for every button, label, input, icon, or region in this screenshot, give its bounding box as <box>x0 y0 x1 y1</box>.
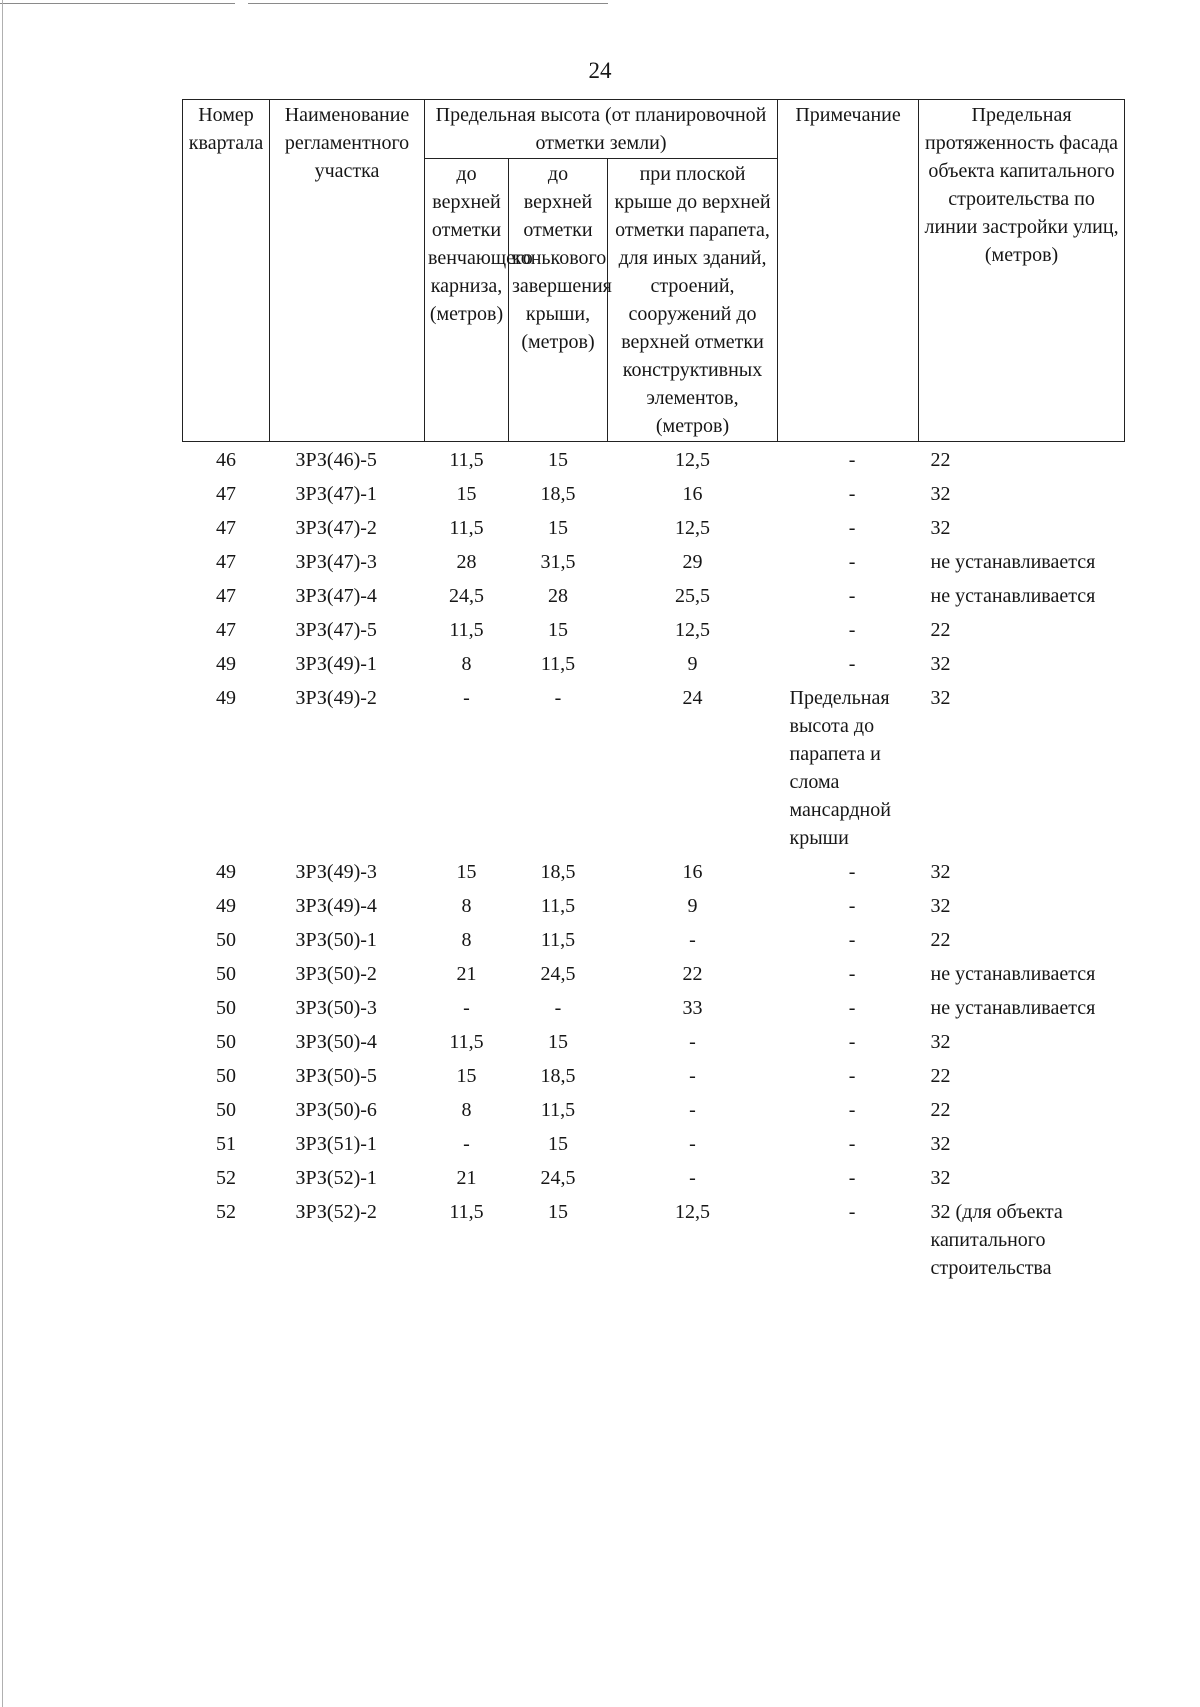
table-row <box>183 1161 1125 1195</box>
cell-quarter: 50 <box>216 1099 236 1121</box>
scan-border-top <box>0 3 235 4</box>
cell-quarter: 46 <box>216 449 236 471</box>
cell-facade-length: 22 <box>930 1099 951 1121</box>
cell-site-name: ЗРЗ(49)-3 <box>295 861 377 883</box>
table-row <box>183 579 1125 613</box>
cell-site-name: ЗРЗ(50)-2 <box>295 963 377 985</box>
cell-quarter: 49 <box>216 653 236 675</box>
cell-quarter: 47 <box>216 517 236 539</box>
cell-height-parapet: - <box>689 1065 696 1087</box>
table-row <box>183 1093 1125 1127</box>
cell-height-cornice: 15 <box>456 861 477 883</box>
scan-border-top <box>248 3 608 4</box>
cell-height-parapet: 16 <box>682 483 703 505</box>
cell-note: - <box>848 449 856 471</box>
cell-facade-length: 22 <box>930 449 951 471</box>
cell-height-ridge: 15 <box>548 619 568 641</box>
cell-height-parapet: 24 <box>682 687 703 709</box>
cell-facade-length: 22 <box>930 1065 951 1087</box>
cell-height-parapet: - <box>689 1167 696 1189</box>
cell-quarter: 47 <box>216 483 236 505</box>
cell-facade-length: 32 <box>930 1031 951 1053</box>
cell-site-name: ЗРЗ(50)-4 <box>295 1031 377 1053</box>
cell-note: - <box>848 1065 856 1087</box>
cell-height-ridge: 18,5 <box>540 483 576 505</box>
header-height-parapet: при плоской крыше до верхней отметки парапета, для иных зданий, строений, сооружений до верхней отметки конструктивных элементов, (метров) <box>608 159 778 442</box>
cell-height-cornice: 15 <box>456 1065 477 1087</box>
cell-site-name: ЗРЗ(50)-6 <box>295 1099 377 1121</box>
cell-height-ridge: 28 <box>548 585 568 607</box>
cell-facade-length: 32 <box>930 653 951 675</box>
header-height-ridge: до верхней отметки конькового завершения крыши, (метров) <box>509 159 608 442</box>
cell-height-ridge: - <box>554 687 562 709</box>
cell-site-name: ЗРЗ(52)-2 <box>295 1201 377 1223</box>
cell-facade-length: 32 <box>930 861 951 883</box>
cell-quarter: 50 <box>216 1065 236 1087</box>
cell-note: - <box>848 517 856 539</box>
cell-quarter: 52 <box>216 1201 236 1223</box>
cell-note: - <box>848 551 856 573</box>
table-row <box>183 1195 1125 1285</box>
cell-height-parapet: 33 <box>682 997 703 1019</box>
page-number: 24 <box>588 58 612 83</box>
cell-quarter: 50 <box>216 929 236 951</box>
cell-facade-length: 32 <box>930 1133 951 1155</box>
cell-height-parapet: 12,5 <box>675 1201 711 1223</box>
table-row <box>183 889 1125 923</box>
header-site-name: Наименование регламентного участка <box>270 100 425 442</box>
cell-facade-length: 32 <box>930 687 951 709</box>
cell-height-cornice: 28 <box>456 551 477 573</box>
cell-height-ridge: 15 <box>548 449 568 471</box>
cell-quarter: 49 <box>216 687 236 709</box>
cell-site-name: ЗРЗ(47)-5 <box>295 619 377 641</box>
cell-quarter: 47 <box>216 585 236 607</box>
cell-height-cornice: 8 <box>461 895 472 917</box>
cell-site-name: ЗРЗ(50)-3 <box>295 997 377 1019</box>
table-row <box>183 923 1125 957</box>
cell-height-ridge: 15 <box>548 1133 568 1155</box>
cell-quarter: 49 <box>216 861 236 883</box>
cell-facade-length: не устанавливается <box>930 551 1096 573</box>
cell-height-cornice: 8 <box>461 1099 472 1121</box>
cell-quarter: 52 <box>216 1167 236 1189</box>
cell-quarter: 49 <box>216 895 236 917</box>
cell-height-ridge: 15 <box>548 1201 568 1223</box>
cell-site-name: ЗРЗ(50)-1 <box>295 929 377 951</box>
cell-site-name: ЗРЗ(46)-5 <box>295 449 377 471</box>
cell-height-parapet: - <box>689 929 696 951</box>
cell-site-name: ЗРЗ(47)-4 <box>295 585 377 607</box>
cell-site-name: ЗРЗ(47)-1 <box>295 483 377 505</box>
cell-quarter: 47 <box>216 619 236 641</box>
cell-quarter: 50 <box>216 1031 236 1053</box>
cell-height-cornice: 11,5 <box>449 517 484 539</box>
cell-facade-length: 22 <box>930 619 951 641</box>
cell-facade-length: 22 <box>930 929 951 951</box>
cell-height-parapet: 25,5 <box>675 585 711 607</box>
header-height-group: Предельная высота (от планировочной отметки земли) <box>425 100 778 159</box>
table-body <box>183 442 1125 1286</box>
table-row <box>183 1059 1125 1093</box>
cell-note: - <box>848 585 856 607</box>
table-row <box>183 1127 1125 1161</box>
cell-height-cornice: 21 <box>456 963 477 985</box>
cell-height-ridge: - <box>554 997 562 1019</box>
cell-site-name: ЗРЗ(52)-1 <box>295 1167 377 1189</box>
cell-site-name: ЗРЗ(49)-2 <box>295 687 377 709</box>
table-row <box>183 681 1125 855</box>
cell-note: - <box>848 1167 856 1189</box>
cell-height-ridge: 11,5 <box>540 929 576 951</box>
cell-note: - <box>848 861 856 883</box>
cell-note: - <box>848 1031 856 1053</box>
table-row <box>183 957 1125 991</box>
header-quarter-number: Номер квартала <box>183 100 270 442</box>
table-row <box>183 1025 1125 1059</box>
cell-facade-length: 32 <box>930 483 951 505</box>
cell-facade-length: 32 <box>930 1167 951 1189</box>
cell-facade-length: не устанавливается <box>930 997 1096 1019</box>
cell-note: - <box>848 1099 856 1121</box>
cell-note: - <box>848 929 856 951</box>
cell-height-parapet: - <box>689 1099 696 1121</box>
cell-facade-length: не устанавливается <box>930 585 1096 607</box>
cell-note: - <box>848 895 856 917</box>
cell-height-cornice: 11,5 <box>449 449 484 471</box>
cell-height-parapet: 12,5 <box>675 619 711 641</box>
cell-quarter: 47 <box>216 551 236 573</box>
cell-height-cornice: 11,5 <box>449 619 484 641</box>
cell-height-parapet: - <box>689 1031 696 1053</box>
table-row <box>183 647 1125 681</box>
cell-height-ridge: 24,5 <box>540 963 576 985</box>
cell-quarter: 50 <box>216 963 236 985</box>
cell-height-parapet: 22 <box>682 963 703 985</box>
cell-facade-length: не устанавливается <box>930 963 1096 985</box>
cell-height-ridge: 11,5 <box>540 1099 576 1121</box>
cell-facade-length: 32 (для объекта капитального строительства <box>930 1201 1063 1279</box>
cell-note: - <box>848 483 856 505</box>
table-row <box>183 545 1125 579</box>
table-row <box>183 855 1125 889</box>
table-row <box>183 442 1125 478</box>
cell-height-parapet: 16 <box>682 861 703 883</box>
cell-note: - <box>848 963 856 985</box>
cell-height-parapet: - <box>689 1133 696 1155</box>
cell-facade-length: 32 <box>930 895 951 917</box>
cell-height-ridge: 15 <box>548 1031 568 1053</box>
cell-height-parapet: 9 <box>687 653 698 675</box>
cell-height-ridge: 11,5 <box>540 653 576 675</box>
header-height-cornice: до верхней отметки венчающего карниза, (метров) <box>425 159 509 442</box>
cell-note: - <box>848 619 856 641</box>
cell-height-cornice: 11,5 <box>449 1201 484 1223</box>
cell-height-parapet: 29 <box>682 551 703 573</box>
cell-height-ridge: 18,5 <box>540 1065 576 1087</box>
cell-height-cornice: 8 <box>461 653 472 675</box>
cell-height-cornice: 24,5 <box>449 585 484 607</box>
cell-note: - <box>848 1133 856 1155</box>
cell-height-cornice: 11,5 <box>449 1031 484 1053</box>
cell-site-name: ЗРЗ(50)-5 <box>295 1065 377 1087</box>
cell-height-ridge: 15 <box>548 517 568 539</box>
height-regulation-table <box>182 99 1125 1285</box>
cell-height-cornice: - <box>463 687 470 709</box>
cell-quarter: 51 <box>216 1133 236 1155</box>
cell-height-cornice: - <box>463 1133 470 1155</box>
cell-note: - <box>848 997 856 1019</box>
cell-note: - <box>848 653 856 675</box>
table-row <box>183 991 1125 1025</box>
scan-border-left <box>2 0 3 1707</box>
cell-height-ridge: 11,5 <box>540 895 576 917</box>
cell-site-name: ЗРЗ(47)-2 <box>295 517 377 539</box>
cell-height-cornice: 21 <box>456 1167 477 1189</box>
cell-note: - <box>848 1201 856 1223</box>
cell-height-ridge: 24,5 <box>540 1167 576 1189</box>
cell-site-name: ЗРЗ(51)-1 <box>295 1133 377 1155</box>
table-row <box>183 477 1125 511</box>
cell-height-ridge: 18,5 <box>540 861 576 883</box>
cell-height-cornice: 15 <box>456 483 477 505</box>
cell-site-name: ЗРЗ(47)-3 <box>295 551 377 573</box>
cell-facade-length: 32 <box>930 517 951 539</box>
header-note: Примечание <box>778 100 919 442</box>
table-row <box>183 511 1125 545</box>
cell-height-parapet: 9 <box>687 895 698 917</box>
cell-height-cornice: 8 <box>461 929 472 951</box>
cell-height-cornice: - <box>463 997 470 1019</box>
cell-height-parapet: 12,5 <box>675 517 711 539</box>
cell-height-ridge: 31,5 <box>540 551 576 573</box>
table-row <box>183 613 1125 647</box>
cell-note: Предельная высота до парапета и слома мансардной крыши <box>789 687 891 849</box>
cell-site-name: ЗРЗ(49)-4 <box>295 895 377 917</box>
header-facade-length: Предельная протяженность фасада объекта капитального строительства по линии застройки улиц, (метров) <box>919 100 1125 442</box>
cell-height-parapet: 12,5 <box>675 449 711 471</box>
cell-site-name: ЗРЗ(49)-1 <box>295 653 377 675</box>
cell-quarter: 50 <box>216 997 236 1019</box>
